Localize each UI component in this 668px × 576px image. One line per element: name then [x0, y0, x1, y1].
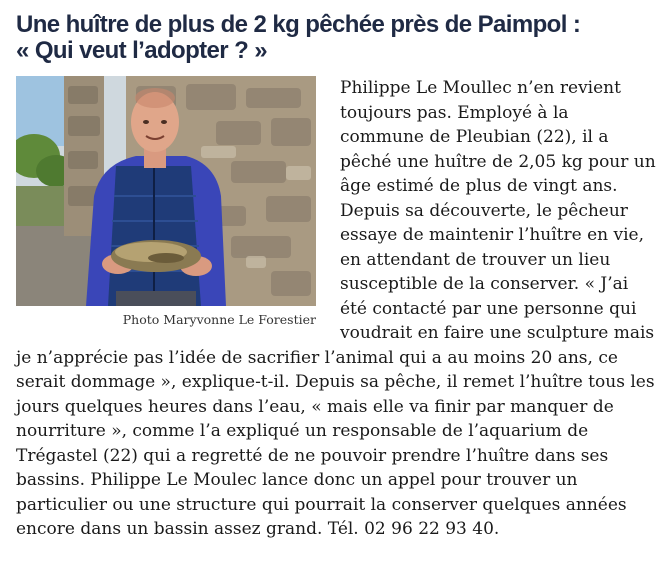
- headline-line-2: « Qui veut l’adopter ? »: [16, 37, 267, 64]
- photo-caption: Photo Maryvonne Le Forestier: [122, 312, 316, 327]
- headline: [16, 12, 656, 64]
- article-body: Philippe Le Moullec n’en revient toujours pas. Employé à la commune de Pleubian (22), il a pêché une huître de 2,05 kg pour un âge estimé de plus de vingt ans. Depuis sa découverte, le pêcheur essaye de maintenir l’huître en vie, en attendant de trouver un lieu susceptible de la conserver. « J’ai été contacté par une personne qui voudrait en faire une sculpture mais je n’apprécie pas l’idée de sacrifier l’animal qui a au moins 20 ans, ce serait dommage », explique-t-il. Depuis sa pêche, il remet l’huître tous les jours quelques heures dans l’eau, « mais elle va finir par manquer de nourriture », comme l’a expliqué un responsable de l’aquarium de Trégastel (22) qui a regretté de ne pouvoir prendre l’huître dans ses bassins. Philippe Le Moulec lance donc un appel pour trouver un particulier ou une structure qui pourrait la conserver quelques années encore dans un bassin assez grand. Tél. 02 96 22 93 40.: [16, 78, 656, 539]
- photo-man-holding-oyster: [16, 76, 316, 306]
- photo-figure: [16, 76, 316, 328]
- headline-line-1: Une huître de plus de 2 kg pêchée près de Paimpol :: [16, 11, 581, 38]
- article: [16, 12, 656, 542]
